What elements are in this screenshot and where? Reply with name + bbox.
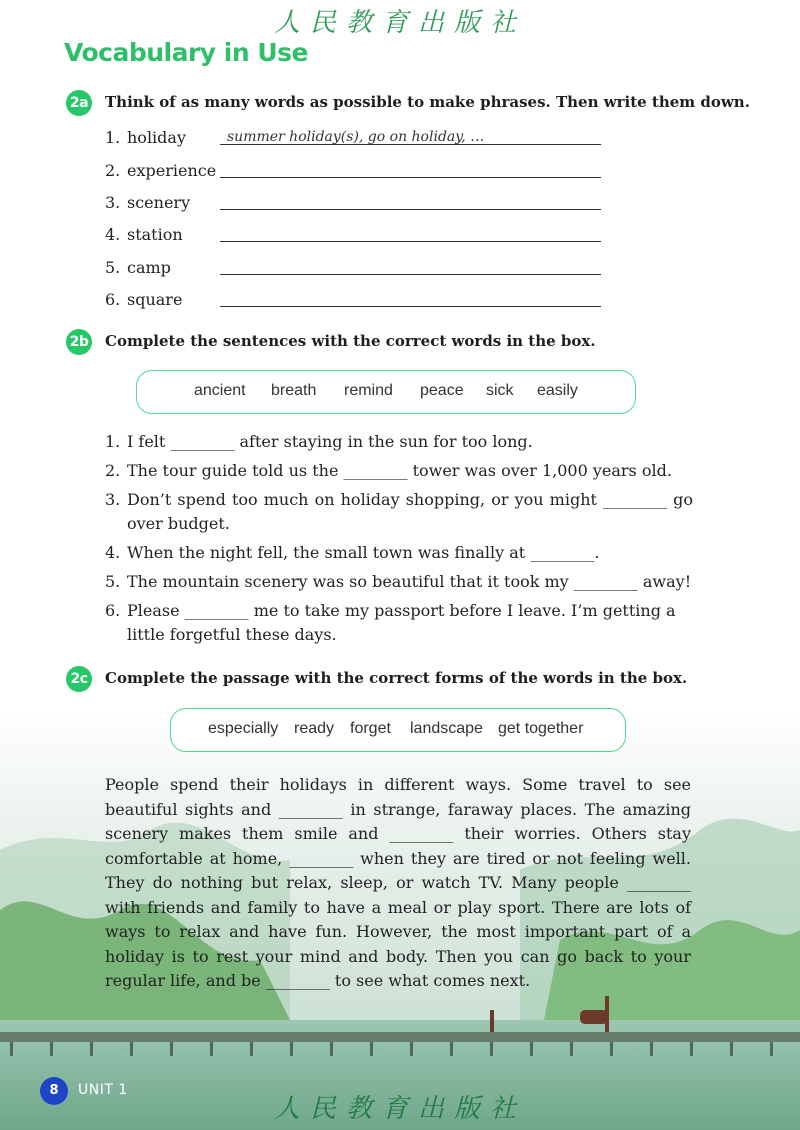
sentence-text: Please ________ me to take my passport before I leave. I’m getting a little forgetful these days. <box>127 601 676 644</box>
item-word: camp <box>127 258 171 277</box>
sentence-text: Don’t spend too much on holiday shopping, or you might ________ go over budget. <box>127 490 693 533</box>
sentence-text: The tour guide told us the ________ tower was over 1,000 years old. <box>127 461 672 480</box>
sentence-number: 5. <box>105 572 121 591</box>
unit-label: UNIT 1 <box>78 1082 128 1098</box>
answer-line[interactable] <box>220 241 601 242</box>
item-word: station <box>127 225 183 244</box>
word-box-2c <box>170 708 626 752</box>
item-number: 1. <box>105 128 121 147</box>
sentence-text: I felt ________ after staying in the sun for too long. <box>127 432 533 451</box>
item-word: experience <box>127 161 217 180</box>
sentence-number: 6. <box>105 601 121 620</box>
exercise-badge-2c: 2c <box>66 666 92 692</box>
answer-line[interactable] <box>220 209 601 210</box>
box-word: breath <box>271 382 317 399</box>
vocab-item <box>105 225 605 249</box>
answer-line[interactable] <box>220 306 601 307</box>
box-word: peace <box>420 382 464 399</box>
box-word: landscape <box>410 720 483 737</box>
box-word: forget <box>350 720 391 737</box>
vocab-item <box>105 290 605 314</box>
sentence-number: 2. <box>105 461 121 480</box>
sentence-number: 1. <box>105 432 121 451</box>
answer-line[interactable] <box>220 177 601 178</box>
sentence-number: 3. <box>105 490 121 509</box>
publisher-logo-top: 人民教育出版社 <box>273 8 526 38</box>
answer-line[interactable] <box>220 274 601 275</box>
sentence-text: The mountain scenery was so beautiful that it took my ________ away! <box>127 572 692 591</box>
publisher-logo-bottom: 人民教育出版社 <box>273 1094 526 1124</box>
section-title: Vocabulary in Use <box>64 38 309 67</box>
item-word: holiday <box>127 128 186 147</box>
exercise-2c-instruction: Complete the passage with the correct forms of the words in the box. <box>105 669 688 687</box>
vocab-item <box>105 258 605 282</box>
box-word: ancient <box>194 382 246 399</box>
item-number: 2. <box>105 161 121 180</box>
page-number-badge: 8 <box>40 1077 68 1105</box>
example-answer: summer holiday(s), go on holiday, … <box>227 129 485 145</box>
item-number: 6. <box>105 290 121 309</box>
vocab-item <box>105 193 605 217</box>
box-word: especially <box>208 720 279 737</box>
exercise-badge-2a: 2a <box>66 90 92 116</box>
item-word: square <box>127 290 183 309</box>
item-number: 5. <box>105 258 121 277</box>
vocab-item <box>105 128 605 152</box>
box-word: get together <box>498 720 584 737</box>
item-number: 3. <box>105 193 121 212</box>
box-word: sick <box>486 382 514 399</box>
exercise-2b-instruction: Complete the sentences with the correct words in the box. <box>105 332 596 350</box>
box-word: remind <box>344 382 393 399</box>
exercise-badge-2b: 2b <box>66 329 92 355</box>
sentence-number: 4. <box>105 543 121 562</box>
item-number: 4. <box>105 225 121 244</box>
item-word: scenery <box>127 193 191 212</box>
sentence-text: When the night fell, the small town was finally at ________. <box>127 543 600 562</box>
passage-text: People spend their holidays in different ways. Some travel to see beautiful sights and ________ in strange, faraway places. The amazing scenery makes them smile and ________ their worries. Others stay comfortable at home, ________ when they are tired or not feeling well. They do nothing but relax, sleep, or watch TV. Many people ________ with friends and family to have a meal or play sport. There are lots of ways to relax and have fun. However, the most important part of a holiday is to rest your mind and body. Then you can go back to your regular life, and be ________ to see what comes next. <box>105 775 691 990</box>
exercise-2a-instruction: Think of as many words as possible to make phrases. Then write them down. <box>105 93 750 111</box>
vocab-item <box>105 161 605 185</box>
box-word: ready <box>294 720 335 737</box>
word-box-2b <box>136 370 636 414</box>
box-word: easily <box>537 382 578 399</box>
